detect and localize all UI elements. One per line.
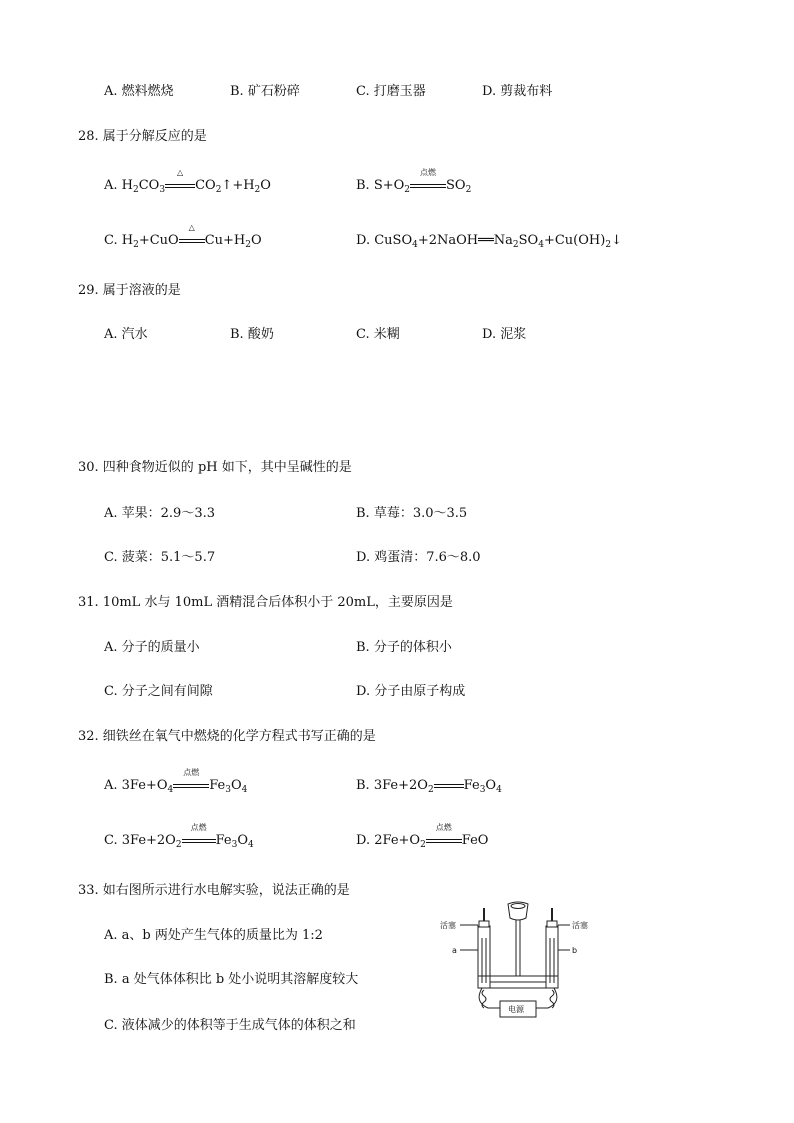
subscript: 3 — [231, 840, 238, 850]
formula-part: +Cu(OH) — [543, 233, 606, 248]
option-label: A. — [104, 778, 122, 793]
formula-part: O — [485, 778, 497, 793]
q28-option-c — [104, 223, 262, 253]
formula-part: H — [121, 178, 133, 193]
formula-part: 3Fe+2O — [121, 833, 176, 848]
formula-part: O — [230, 778, 242, 793]
formula-part: S+O — [373, 178, 405, 193]
q29-stem: 29. 属于溶液的是 — [78, 283, 181, 298]
electrolysis-apparatus-figure — [438, 898, 598, 1028]
formula-part: Cu+H — [204, 233, 246, 248]
formula-part: FeO — [461, 833, 489, 848]
q30-option-d: D. 鸡蛋清：7.6～8.0 — [356, 550, 481, 565]
q30-option-b: B. 草莓：3.0～3.5 — [356, 506, 468, 521]
reaction-condition: 点燃 — [183, 768, 200, 777]
subscript: 4 — [167, 785, 174, 795]
formula-part: ↓ — [611, 233, 622, 248]
formula-part: Fe — [463, 778, 480, 793]
formula-part: 2Fe+O — [374, 833, 421, 848]
subscript: 2 — [404, 185, 411, 195]
subscript: 2 — [427, 785, 434, 795]
formula-part: Fe — [215, 833, 232, 848]
formula-part: CuSO — [374, 233, 413, 248]
reaction-condition: △ — [177, 168, 184, 177]
q27-option-c: C. 打磨玉器 — [356, 84, 426, 99]
power-source-label: 电源 — [508, 1005, 524, 1014]
subscript: 2 — [133, 185, 139, 195]
formula-part: CO — [138, 178, 160, 193]
label-b: b — [572, 946, 578, 955]
subscript: 3 — [225, 785, 231, 795]
q32-option-c — [104, 823, 254, 853]
q30-option-a: A. 苹果：2.9～3.3 — [104, 506, 216, 521]
reaction-condition-sign — [410, 168, 446, 194]
q31-option-a: A. 分子的质量小 — [104, 640, 200, 655]
q33-stem: 33. 如右图所示进行水电解实验，说法正确的是 — [78, 883, 350, 898]
q31-option-c: C. 分子之间有间隙 — [104, 684, 213, 699]
q33-option-b: B. a 处气体体积比 b 处小说明其溶解度较大 — [104, 972, 359, 987]
option-label: D. — [356, 233, 375, 248]
reaction-condition: 点燃 — [420, 168, 437, 177]
q27-option-b: B. 矿石粉碎 — [230, 84, 300, 99]
subscript: 2 — [215, 185, 222, 195]
subscript: 2 — [254, 185, 261, 195]
formula-part: O — [260, 178, 271, 193]
formula-part: SO — [518, 233, 539, 248]
q28-option-b — [356, 168, 472, 198]
subscript: 4 — [248, 840, 254, 850]
left-stopcock-label: 活塞 — [440, 921, 456, 930]
formula-part: O — [251, 233, 262, 248]
equals-sign — [434, 778, 464, 794]
formula-part: 3Fe+2O — [373, 778, 428, 793]
formula-part: CO — [195, 178, 216, 193]
q32-option-a — [104, 768, 248, 798]
q29-option-b: B. 酸奶 — [230, 327, 274, 342]
reaction-condition: △ — [188, 223, 195, 232]
q31-stem: 31. 10mL 水与 10mL 酒精混合后体积小于 20mL，主要原因是 — [78, 595, 453, 610]
formula-part: +2NaOH══Na — [417, 233, 513, 248]
reaction-condition-sign — [165, 168, 195, 194]
subscript: 2 — [133, 240, 139, 250]
q27-option-a: A. 燃料燃烧 — [104, 84, 174, 99]
q31-option-b: B. 分子的体积小 — [356, 640, 452, 655]
subscript: 2 — [465, 185, 472, 195]
option-label: B. — [356, 778, 374, 793]
formula-part: +CuO — [138, 233, 179, 248]
subscript: 2 — [512, 240, 519, 250]
reaction-condition: 点燃 — [435, 823, 452, 832]
q28-option-d — [356, 233, 622, 253]
q30-option-c: C. 菠菜：5.1～5.7 — [104, 550, 216, 565]
option-label: A. — [104, 178, 122, 193]
subscript: 3 — [159, 185, 166, 195]
option-label: C. — [104, 233, 122, 248]
q33-option-a: A. a、b 两处产生气体的质量比为 1:2 — [104, 928, 323, 943]
q28-stem: 28. 属于分解反应的是 — [78, 129, 207, 144]
subscript: 4 — [241, 785, 248, 795]
formula-part: 3Fe+O — [121, 778, 168, 793]
reaction-condition: 点燃 — [190, 823, 207, 832]
reaction-condition-sign — [179, 223, 205, 249]
reaction-condition-sign — [173, 768, 209, 794]
formula-part: SO — [446, 178, 466, 193]
label-a: a — [452, 946, 457, 955]
q30-stem: 30. 四种食物近似的 pH 如下，其中呈碱性的是 — [78, 460, 352, 475]
subscript: 2 — [175, 840, 182, 850]
subscript: 4 — [412, 240, 418, 250]
q31-option-d: D. 分子由原子构成 — [356, 684, 466, 699]
q27-option-d: D. 剪裁布料 — [482, 84, 553, 99]
subscript: 4 — [496, 785, 502, 795]
reaction-condition-sign — [426, 823, 462, 849]
formula-part: O — [237, 833, 249, 848]
q29-option-a: A. 汽水 — [104, 327, 148, 342]
subscript: 2 — [605, 240, 612, 250]
q32-option-d — [356, 823, 489, 853]
formula-part: H — [121, 233, 134, 248]
formula-part: ↑+H — [221, 178, 255, 193]
subscript: 4 — [538, 240, 544, 250]
q28-option-a — [104, 168, 271, 198]
option-label: B. — [356, 178, 374, 193]
reaction-condition-sign — [182, 823, 216, 849]
q32-stem: 32. 细铁丝在氧气中燃烧的化学方程式书写正确的是 — [78, 729, 376, 744]
option-label: C. — [104, 833, 122, 848]
q29-option-d: D. 泥浆 — [482, 327, 527, 342]
subscript: 2 — [245, 240, 251, 250]
subscript: 3 — [479, 785, 486, 795]
formula-part: Fe — [209, 778, 226, 793]
q32-option-b — [356, 778, 502, 798]
subscript: 2 — [420, 840, 426, 850]
q29-option-c: C. 米糊 — [356, 327, 400, 342]
right-stopcock-label: 活塞 — [572, 921, 588, 930]
option-label: D. — [356, 833, 375, 848]
q33-option-c: C. 液体减少的体积等于生成气体的体积之和 — [104, 1018, 356, 1033]
